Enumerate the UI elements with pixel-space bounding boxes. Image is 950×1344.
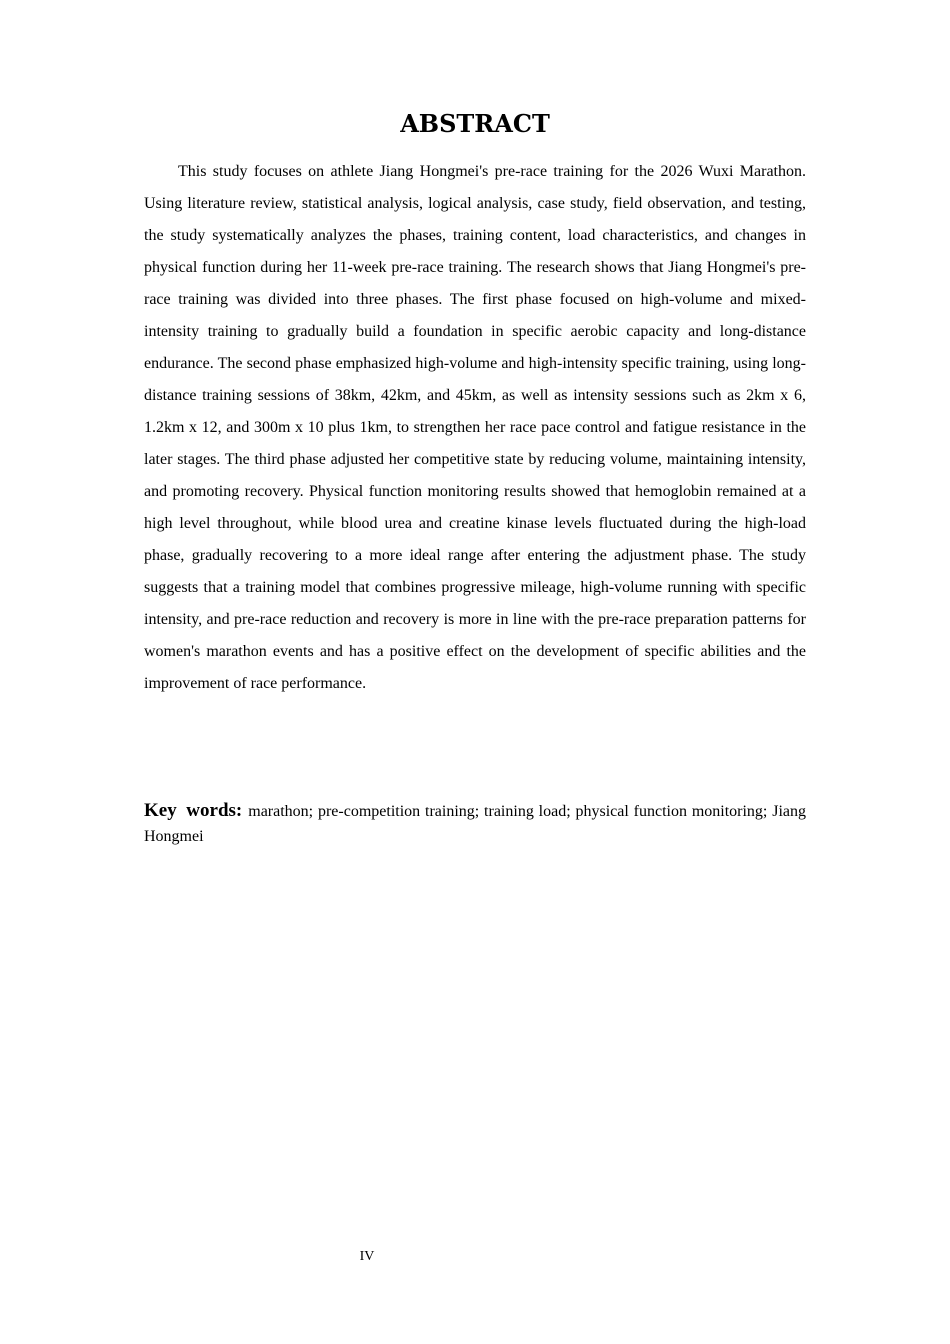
keywords-label: Key words: xyxy=(144,800,243,821)
page-number: IV xyxy=(359,1249,375,1264)
abstract-body: This study focuses on athlete Jiang Hongmei's pre-race training for the 2026 Wuxi Marathon. Using literature review, statistical analysis, logical analysis, case study, field observation, and testing, the study systematically analyzes the phases, training content, load characteristics, and changes in physical function during her 11-week pre-race training. The research shows that Jiang Hongmei's pre-race training was divided into three phases. The first phase focused on high-volume and mixed-intensity training to gradually build a foundation in specific aerobic capacity and long-distance endurance. The second phase emphasized high-volume and high-intensity specific training, using long-distance training sessions of 38km, 42km, and 45km, as well as intensity sessions such as 2km x 6, 1.2km x 12, and 300m x 10 plus 1km, to strengthen her race pace control and fatigue resistance in the later stages. The third phase adjusted her competitive state by reducing volume, maintaining intensity, and promoting recovery. Physical function monitoring results showed that hemoglobin remained at a high level throughout, while blood urea and creatine kinase levels fluctuated during the high-load phase, gradually recovering to a more ideal range after entering the adjustment phase. The study suggests that a training model that combines progressive mileage, high-volume running with specific intensity, and pre-race reduction and recovery is more in line with the pre-race preparation patterns for women's marathon events and has a positive effect on the development of specific abilities and the improvement of race performance. xyxy=(144,163,806,692)
abstract-title: ABSTRACT xyxy=(400,109,550,138)
keywords-text: marathon; pre-competition training; training load; physical function monitoring; Jiang Hongmei xyxy=(144,803,806,845)
keywords-paragraph xyxy=(144,798,806,849)
